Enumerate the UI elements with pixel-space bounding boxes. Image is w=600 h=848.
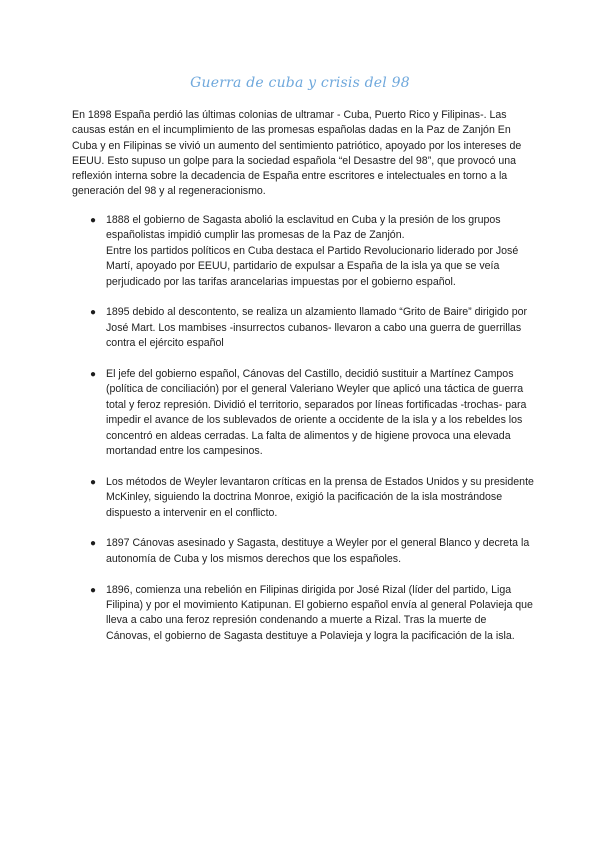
list-item [72,305,534,351]
document-title: Guerra de cuba y crisis del 98 [190,75,410,91]
bullet-icon: ● [90,476,97,488]
bullet-icon: ● [90,538,97,550]
list-item-text-continued: Entre los partidos políticos en Cuba destaca el Partido Revolucionario liderado por José Martí, apoyado por EEUU, partidario de expulsar a España de la isla ya que se veía perjudicado por las tarifas arancelarias impuestas por el gobierno español. [106,244,519,288]
bullet-list [72,213,534,660]
bullet-icon: ● [90,584,97,596]
list-item [72,583,534,645]
list-item-text: 1888 el gobierno de Sagasta abolió la esclavitud en Cuba y la presión de los grupos españolistas impidió cumplir las promesas de la Paz de Zanjón. [106,214,501,242]
list-item [72,475,534,521]
list-item-text: 1895 debido al descontento, se realiza un alzamiento llamado “Grito de Baire” dirigido por José Mart. Los mambises -insurrectos cubanos- llevaron a cabo una guerra de guerrillas contra el ejército español [106,306,528,350]
list-item-text: El jefe del gobierno español, Cánovas del Castillo, decidió sustituir a Martínez Campos (política de conciliación) por el general Valeriano Weyler que aplicó una táctica de guerra total y feroz represión. Dividió el territorio, separados por líneas fortificadas -trochas- para impedir el avance de los sublevados de oriente a occidente de la isla y a los rebeldes los concentró en aldeas cerradas. La falta de alimentos y de higiene provoca una elevada mortandad entre los campesinos. [106,368,527,458]
list-item [72,536,534,567]
list-item-text: 1896, comienza una rebelión en Filipinas dirigida por José Rizal (líder del partido, Liga Filipina) y por el movimiento Katipunan. El gobierno español envía al general Polavieja que lleva a cabo una feroz represión condenando a muerte a Rizal. Tras la muerte de Cánovas, el gobierno de Sagasta destituye a Polavieja y logra la pacificación de la isla. [106,583,533,642]
bullet-icon: ● [90,215,97,226]
bullet-icon: ● [90,369,97,381]
intro-paragraph: En 1898 España perdió las últimas colonias de ultramar - Cuba, Puerto Rico y Filipinas-. Las causas están en el incumplimiento de las promesas españolas dadas en la Paz de Zanjón En Cuba y en Filipinas se vivió un aumento del sentimiento patriótico, apoyado por los intereses de EEUU. Esto supuso un golpe para la sociedad española “el Desastre del 98”, que provocó una reflexión interna sobre la decadencia de España entre escritores e intelectuales en torno a la generación del 98 y al regeneracionismo. [72,109,522,198]
list-item [72,213,534,290]
list-item-text: Los métodos de Weyler levantaron críticas en la prensa de Estados Unidos y su presidente McKinley, siguiendo la doctrina Monroe, exigió la pacificación de la isla mostrándose dispuesto a intervenir en el conflicto. [106,475,534,519]
list-item [72,367,534,459]
bullet-icon: ● [90,307,97,319]
list-item-text: 1897 Cánovas asesinado y Sagasta, destituye a Weyler por el general Blanco y decreta la autonomía de Cuba y los mismos derechos que los españoles. [106,537,530,565]
